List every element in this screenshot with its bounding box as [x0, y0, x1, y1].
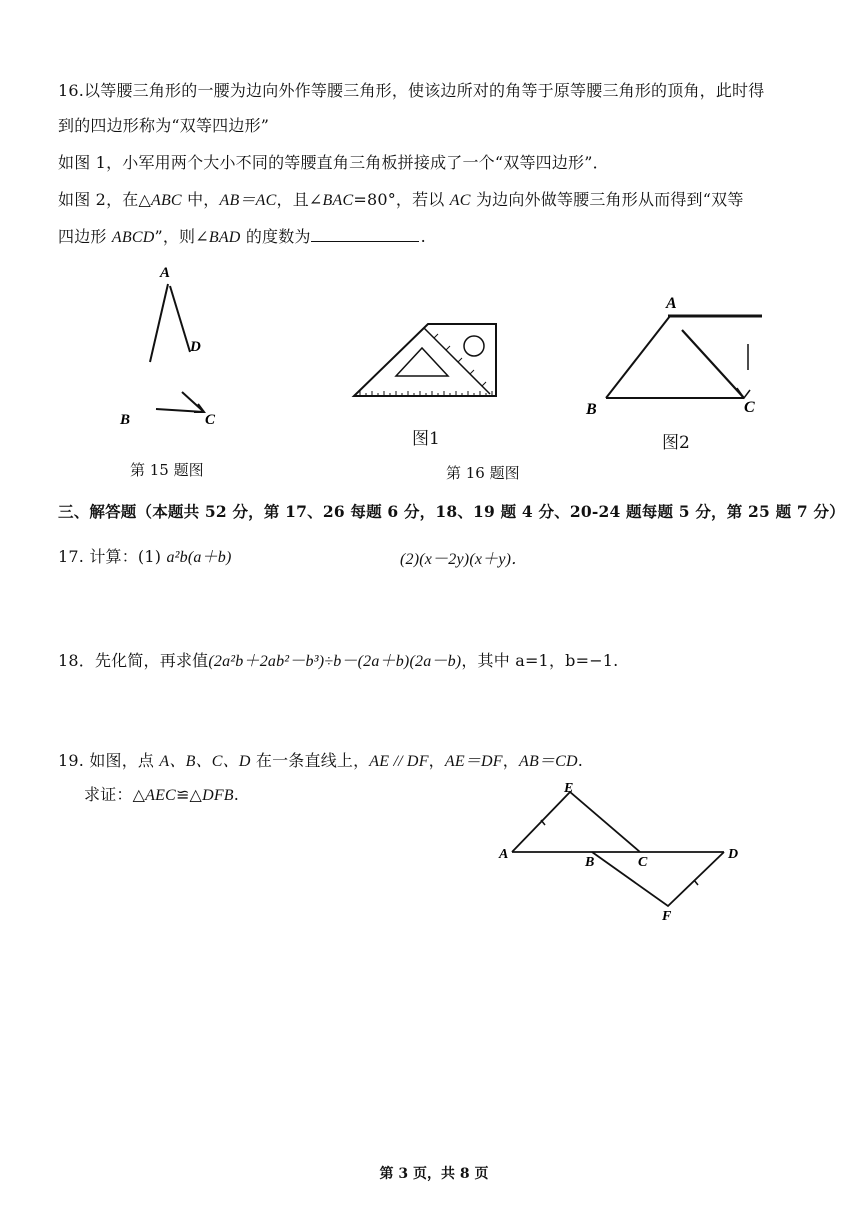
q16-line4	[58, 187, 744, 210]
q16-line5-a: 四边形	[58, 227, 112, 246]
q16-line4-bac: BAC	[322, 192, 354, 209]
fig15-label-c: C	[205, 412, 216, 428]
fig19-label-a: A	[499, 847, 509, 862]
fig15-caption: 第 15 题图	[130, 461, 204, 479]
q19-cong: ≌△	[175, 785, 203, 804]
fig19-label-b: B	[585, 855, 595, 870]
q19-line2	[84, 782, 239, 805]
fig2-label-a: A	[666, 295, 677, 312]
fig2-label-b: B	[586, 401, 597, 418]
q19-cond2: AE＝DF	[444, 753, 503, 770]
q17-part1: a²b(a＋b)	[166, 549, 232, 566]
q16-line4-c: ，且∠	[276, 190, 323, 209]
q18-label: 18．先化简，再求值	[58, 651, 209, 670]
fig2-label-c: C	[744, 399, 755, 416]
q16-line4-ac: AC	[449, 192, 471, 209]
fig19-label-e: E	[564, 781, 574, 796]
q16-line4-eq: AB＝AC	[219, 192, 277, 209]
fig16-caption: 第 16 题图	[446, 464, 520, 482]
q16-line1	[58, 78, 764, 101]
q19-line1-a: 19. 如图，点	[58, 751, 160, 770]
figure-15	[110, 262, 240, 432]
fig19-label-d: D	[728, 847, 739, 862]
q16-line5-abcd: ABCD	[111, 229, 155, 246]
q16-line5	[58, 224, 426, 247]
page-footer: 第 3 页，共 8 页	[379, 1166, 489, 1182]
fig15-label-d: D	[190, 339, 201, 355]
fig15-label-b: B	[120, 412, 131, 428]
q16-line1-text: 16.以等腰三角形的一腰为边向外作等腰三角形，使该边所对的角等于原等腰三角形的顶角，此时得	[58, 81, 765, 100]
q19-line1	[58, 748, 583, 771]
q16-line4-a: 如图 2，在△	[58, 190, 151, 209]
q18-expr: (2a²b＋2ab²－b³)÷b－(2a＋b)(2a－b)	[208, 653, 462, 670]
q19-cond3: AB＝CD	[518, 753, 578, 770]
fig19-label-c: C	[638, 855, 648, 870]
q16-line5-bad: BAD	[208, 229, 241, 246]
fig15-label-a: A	[160, 265, 171, 281]
q19-line1-b: 在一条直线上，	[250, 751, 370, 770]
fig19-label-f: F	[662, 909, 672, 924]
q18-tail: ，其中 a=1，b=−1.	[461, 651, 619, 670]
q17-label: 17. 计算：(1)	[58, 547, 167, 566]
q16-line3	[58, 150, 609, 173]
q19-line2-end: .	[233, 785, 240, 804]
q16-line2	[58, 113, 269, 136]
q19-line1-end: .	[577, 751, 584, 770]
q19-triangle-aec: AEC	[145, 787, 176, 804]
q16-line5-c: 的度数为	[240, 227, 311, 246]
q19-line2-a: 求证：△	[84, 785, 146, 804]
q17-part2: (2)(x－2y)(x＋y)．	[400, 551, 528, 568]
q16-line5-end: .	[420, 227, 426, 246]
q19-triangle-dfb: DFB	[202, 787, 234, 804]
fig2-label: 图2	[662, 433, 690, 453]
q19-cond1: AE // DF	[369, 753, 429, 770]
q16-line4-abc: ABC	[150, 192, 182, 209]
q17-line	[58, 544, 232, 567]
figure-1	[350, 318, 500, 406]
figure-19	[496, 780, 756, 925]
answer-blank[interactable]	[311, 227, 419, 242]
q19-line1-pts: A、B、C、D	[159, 753, 251, 770]
q19-sep2: ，	[502, 751, 519, 770]
q18-line	[58, 648, 618, 671]
q16-line3-text: 如图 1，小军用两个大小不同的等腰直角三角板拼接成了一个“双等四边形”．	[58, 153, 609, 172]
q16-line2-text: 到的四边形称为“双等四边形”	[58, 116, 270, 135]
q16-line4-b: 中，	[181, 190, 220, 209]
fig1-label: 图1	[412, 429, 440, 449]
q16-line4-e: 为边向外做等腰三角形从而得到“双等	[470, 190, 744, 209]
section3-heading: 三、解答题（本题共 52 分，第 17、26 每题 6 分，18、19 题 4 分、20-24 题每题 5 分，第 25 题 7 分）	[58, 502, 845, 521]
q19-sep1: ，	[428, 751, 445, 770]
q16-line4-d: =80°，若以	[353, 190, 450, 209]
q16-line5-b: ”，则∠	[154, 227, 209, 246]
figure-2	[582, 290, 772, 422]
